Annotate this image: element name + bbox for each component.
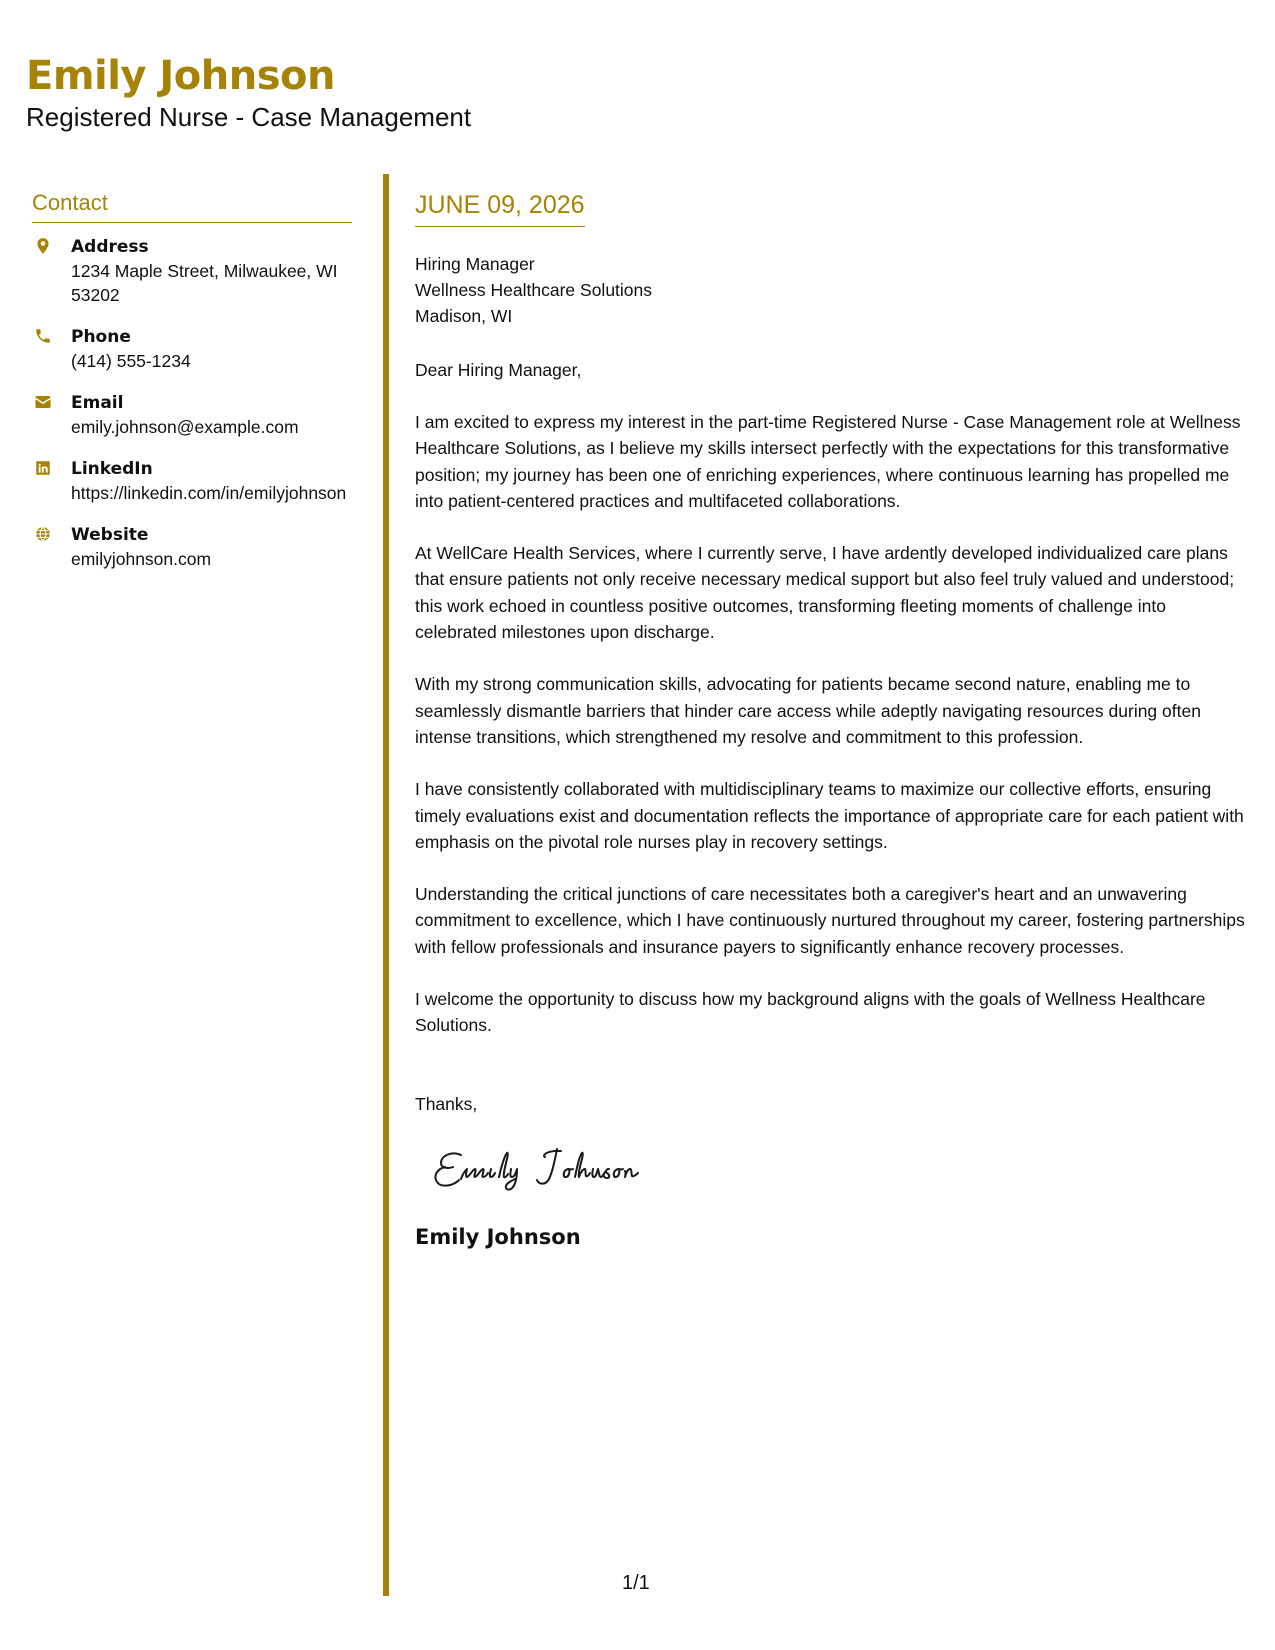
envelope-icon (34, 393, 54, 413)
contact-label-address: Address (71, 237, 149, 257)
body-paragraph: Understanding the critical junctions of care necessitates both a caregiver's heart and an unwavering commitment to excellence, which I have continuously nurtured throughout my career, fostering partnerships with fellow professionals and insurance payers to significantly enhance recovery processes. (415, 884, 1245, 957)
applicant-name: Emily Johnson (26, 53, 336, 99)
contact-sidebar (32, 188, 352, 589)
contact-item-phone (32, 325, 352, 373)
linkedin-icon (34, 459, 54, 479)
letter-body (415, 190, 1250, 1251)
handwritten-signature (433, 1141, 1250, 1205)
contact-label-linkedin: LinkedIn (71, 459, 153, 479)
contact-heading: Contact (32, 188, 352, 223)
recipient-title: Hiring Manager (415, 254, 535, 274)
contact-label-website: Website (71, 525, 149, 545)
contact-value-address: 1234 Maple Street, Milwaukee, WI 53202 (71, 261, 338, 305)
contact-item-linkedin (32, 457, 352, 505)
contact-value-website[interactable]: emilyjohnson.com (71, 549, 212, 569)
salutation: Dear Hiring Manager, (415, 360, 582, 380)
contact-value-linkedin[interactable]: https://linkedin.com/in/emilyjohnson (71, 483, 347, 503)
body-paragraph: I am excited to express my interest in the part-time Registered Nurse - Case Management role at Wellness Healthcare Solutions, as I believe my skills intersect perfectly with the expectations for this transformative position; my journey has been one of enriching experiences, where continuous learning has propelled me into patient-centered practices and multifaceted collaborations. (415, 412, 1241, 511)
recipient-location: Madison, WI (415, 306, 513, 326)
page-number: 1/1 (622, 1572, 650, 1594)
body-paragraph: At WellCare Health Services, where I currently serve, I have ardently developed individualized care plans that ensure patients not only receive necessary medical support but also feel truly valued and understood; this work echoed in countless positive outcomes, transforming fleeting moments of challenge into celebrated milestones upon discharge. (415, 543, 1235, 643)
applicant-title: Registered Nurse - Case Management (26, 102, 472, 132)
recipient-company: Wellness Healthcare Solutions (415, 280, 653, 300)
letter-date: JUNE 09, 2026 (415, 190, 585, 227)
globe-icon (34, 525, 54, 545)
contact-label-email: Email (71, 393, 124, 413)
body-paragraph: With my strong communication skills, advocating for patients became second nature, enabling me to seamlessly dismantle barriers that hinder care access while adeptly navigating resources during often intense transitions, which strengthened my resolve and commitment to this profession. (415, 674, 1201, 747)
contact-label-phone: Phone (71, 327, 131, 347)
signer-name: Emily Johnson (415, 1224, 581, 1249)
body-paragraph: I have consistently collaborated with multidisciplinary teams to maximize our collective efforts, ensuring timely evaluations exist and documentation reflects the importance of appropriate care for each patient with emphasis on the pivotal role nurses play in recovery settings. (415, 779, 1244, 852)
phone-icon (34, 327, 54, 347)
contact-item-website (32, 523, 352, 571)
contact-value-email: emily.johnson@example.com (71, 417, 299, 437)
contact-item-email (32, 391, 352, 439)
letter-header (26, 52, 471, 134)
closing: Thanks, (415, 1093, 478, 1114)
contact-value-phone: (414) 555-1234 (71, 351, 191, 371)
vertical-divider (383, 174, 389, 1596)
body-paragraph: I welcome the opportunity to discuss how my background aligns with the goals of Wellness Healthcare Solutions. (415, 989, 1206, 1036)
contact-item-address (32, 235, 352, 307)
recipient-block (415, 251, 1250, 329)
contact-list (32, 235, 352, 571)
map-marker-icon (34, 237, 54, 257)
